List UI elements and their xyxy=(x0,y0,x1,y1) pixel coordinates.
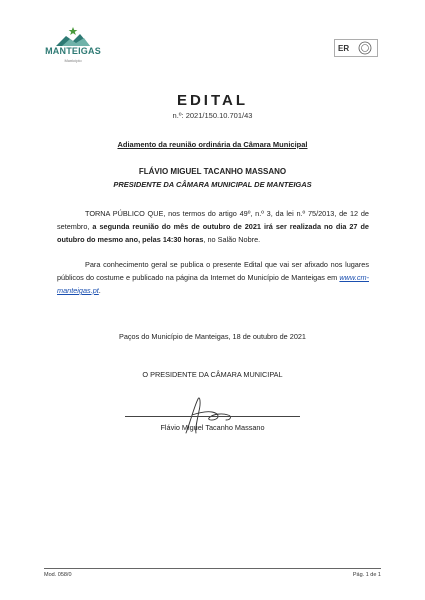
website-link[interactable]: www.cm-manteigas.pt xyxy=(57,273,369,295)
footer-divider xyxy=(44,568,381,569)
paragraph-2-text: Para conhecimento geral se publica o presente Edital que vai ser afixado nos lugares públicos do costume e publicado na página da Internet do Município de Manteigas em xyxy=(57,260,369,282)
certification-icon xyxy=(334,39,378,57)
place-and-date: Paços do Município de Manteigas, 18 de outubro de 2021 xyxy=(118,332,306,341)
mountain-star-icon xyxy=(54,26,92,46)
logo-name: MANTEIGAS xyxy=(45,46,101,56)
signatory-title: O PRESIDENTE DA CÂMARA MUNICIPAL xyxy=(142,370,283,379)
paragraph-1-text: TORNA PÚBLICO QUE, nos termos do artigo 49º, n.º 3, da lei n.º 75/2013, de 12 de setembro, xyxy=(57,209,369,231)
certification-mark xyxy=(334,39,378,57)
paragraph-2-end: . xyxy=(98,286,101,295)
footer-page: Pág. 1 de 1 xyxy=(352,572,381,578)
signatory-name: Flávio Miguel Tacanho Massano xyxy=(160,423,265,432)
cert-mark-text: ER xyxy=(338,44,350,53)
president-role: PRESIDENTE DA CÂMARA MUNICIPAL DE MANTEIGAS xyxy=(113,180,312,189)
president-name: FLÁVIO MIGUEL TACANHO MASSANO xyxy=(138,167,287,176)
document-number: n.º: 2021/150.10.701/43 xyxy=(172,111,253,120)
document-title: EDITAL xyxy=(176,92,249,109)
paragraph-1-bold: a segunda reunião do mês de outubro de 2021 irá ser realizada no dia 27 de outubro do mesmo ano, pelas 14:30 horas xyxy=(57,222,369,244)
signature-line xyxy=(125,416,300,417)
paragraph-announcement xyxy=(57,207,369,246)
document-subject: Adiamento da reunião ordinária da Câmara Municipal xyxy=(117,140,308,149)
logo-subtitle: Município xyxy=(64,58,82,63)
paragraph-publication xyxy=(57,258,369,297)
paragraph-1-end: , no Salão Nobre. xyxy=(203,235,261,244)
footer-model: Mod. 058/0 xyxy=(44,572,72,578)
manteigas-logo xyxy=(44,26,102,84)
